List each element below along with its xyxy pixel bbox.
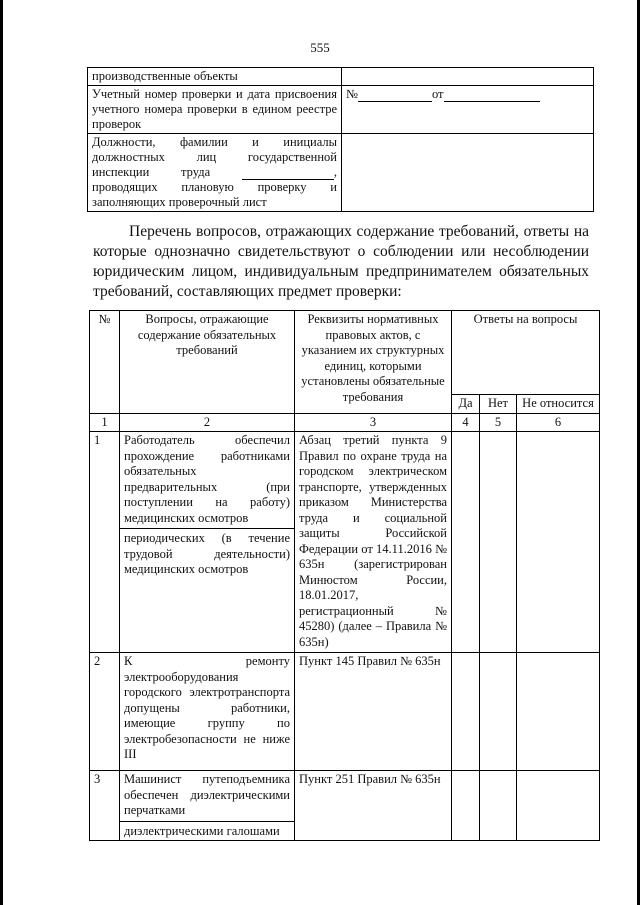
table-row xyxy=(90,653,600,771)
row-question xyxy=(120,432,295,653)
answer-yes-cell[interactable] xyxy=(452,432,480,653)
info-value-objects xyxy=(342,68,594,86)
answer-no-cell[interactable] xyxy=(480,432,517,653)
question-part-a: Машинист путеподъемника обеспечен диэлектрическими перчатками xyxy=(124,772,290,817)
header-num: № xyxy=(90,311,120,414)
row-number: 1 xyxy=(90,432,120,653)
header-answers: Ответы на вопросы xyxy=(452,311,600,395)
table-row xyxy=(90,432,600,653)
info-value-registry xyxy=(342,86,594,134)
header-questions: Вопросы, отражающие содержание обязательных требований xyxy=(120,311,295,414)
answer-yes-cell[interactable] xyxy=(452,771,480,841)
info-label-registry: Учетный номер проверки и дата присвоения учетного номера проверки в едином реестре проверок xyxy=(88,86,342,134)
col-number-1: 1 xyxy=(90,413,120,432)
registry-number-label: № xyxy=(346,87,358,101)
header-na: Не относится xyxy=(517,395,600,414)
inspectors-label-line1: Должности, фамилии и инициалы должностных лиц государственной инспекции труда xyxy=(92,135,337,179)
col-number-6: 6 xyxy=(517,413,600,432)
info-value-inspectors xyxy=(342,134,594,212)
answer-yes-cell[interactable] xyxy=(452,653,480,771)
registry-date-label: от xyxy=(431,87,444,101)
row-number: 3 xyxy=(90,771,120,841)
question-part-b: диэлектрическими галошами xyxy=(120,821,294,840)
header-yes: Да xyxy=(452,395,480,414)
answer-na-cell[interactable] xyxy=(517,771,600,841)
row-question: К ремонту электрооборудования городского электротранспорта допущены работники, имеющие группу по электробезопасности не ниже III xyxy=(120,653,295,771)
row-requisites: Пункт 145 Правил № 635н xyxy=(295,653,452,771)
info-label-inspectors xyxy=(88,134,342,212)
registry-date-blank xyxy=(444,89,540,102)
checklist-table xyxy=(89,310,600,841)
col-number-3: 3 xyxy=(295,413,452,432)
answer-no-cell[interactable] xyxy=(480,771,517,841)
answer-na-cell[interactable] xyxy=(517,653,600,771)
row-requisites: Пункт 251 Правил № 635н xyxy=(295,771,452,841)
row-question xyxy=(120,771,295,841)
answer-na-cell[interactable] xyxy=(517,432,600,653)
table-row xyxy=(90,771,600,841)
requirements-intro-paragraph xyxy=(93,222,589,302)
header-requisites: Реквизиты нормативных правовых актов, с указанием их структурных единиц, которыми установлены обязательные требования xyxy=(295,311,452,414)
row-requisites: Абзац третий пункта 9 Правил по охране труда на городском электрическом транспорте, утвержденных приказом Министерства труда и социальной защиты Российской Федерации от 14.11.2016 № 635н (зарегистрирован Минюстом России, 18.01.2017, регистрационный № 45280) (далее – Правила № 635н) xyxy=(295,432,452,653)
question-part-b: периодических (в течение трудовой деятельности) медицинских осмотров xyxy=(120,528,294,578)
question-part-a: Работодатель обеспечил прохождение работниками обязательных предварительных (при поступлении на работу) медицинских осмотров xyxy=(124,433,290,525)
requirements-intro-text: Перечень вопросов, отражающих содержание требований, ответы на которые однозначно свидетельствуют о соблюдении или несоблюдении юридическим лицом, индивидуальным предпринимателем обязательных требований, составляющих предмет проверки: xyxy=(93,223,589,300)
registry-number-blank xyxy=(358,89,432,102)
inspectors-comma: , xyxy=(333,165,337,179)
answer-no-cell[interactable] xyxy=(480,653,517,771)
col-number-2: 2 xyxy=(120,413,295,432)
col-number-5: 5 xyxy=(480,413,517,432)
header-no: Нет xyxy=(480,395,517,414)
info-label-objects: производственные объекты xyxy=(88,68,342,86)
row-number: 2 xyxy=(90,653,120,771)
inspectors-label-line2: проводящих плановую проверку и заполняющих проверочный лист xyxy=(92,180,337,209)
inspectors-blank xyxy=(242,167,334,180)
page-number: 555 xyxy=(310,40,330,55)
col-number-4: 4 xyxy=(452,413,480,432)
inspection-info-table xyxy=(87,67,594,212)
